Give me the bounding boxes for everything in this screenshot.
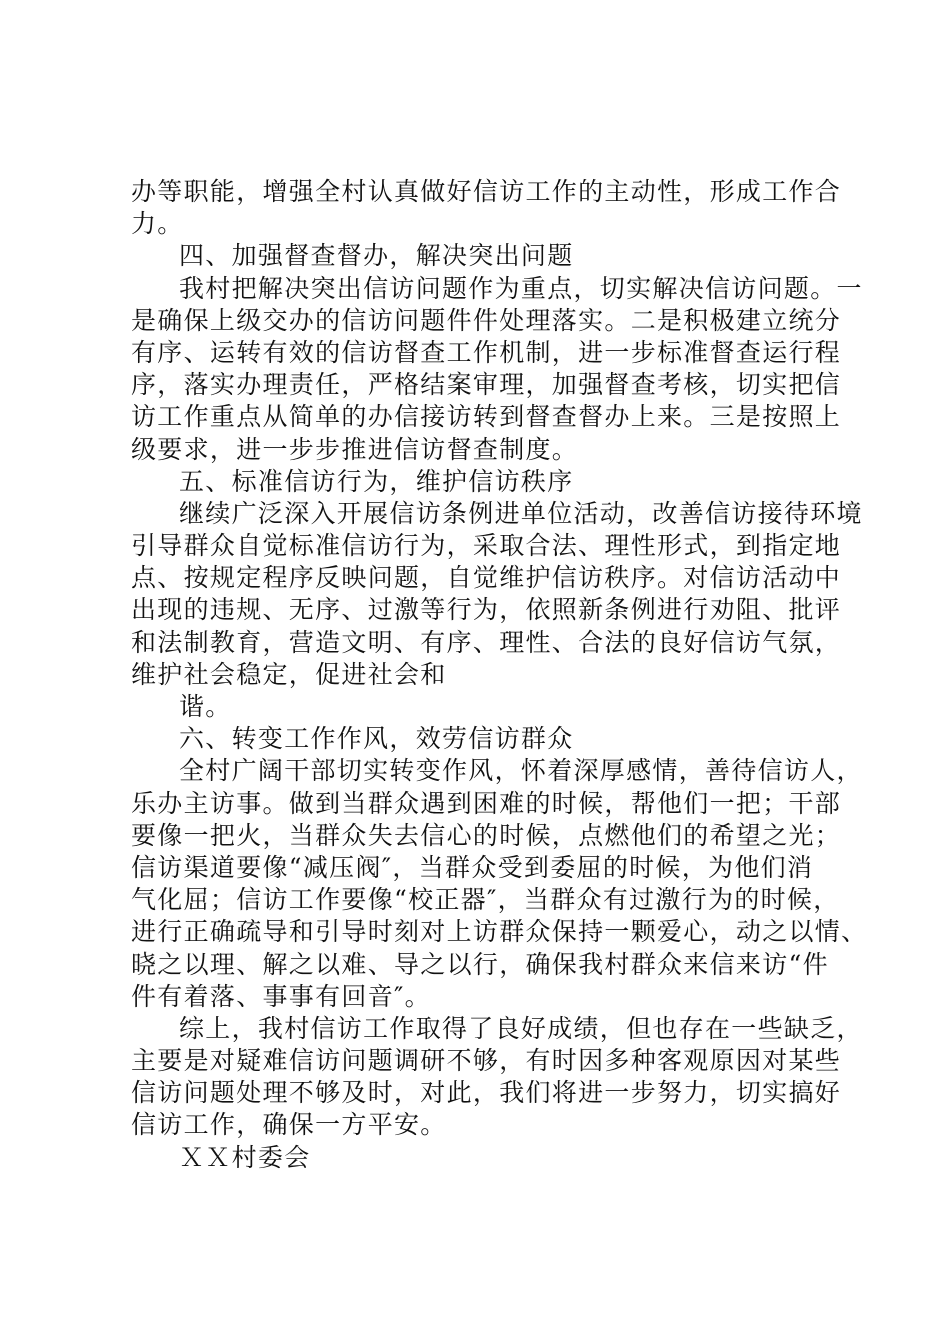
paragraph-line: 综上，我村信访工作取得了良好成绩，但也存在一些缺乏， bbox=[179, 1013, 863, 1043]
paragraph-line: 序，落实办理责任，严格结案审理，加强督查考核，切实把信 bbox=[131, 370, 842, 400]
paragraph-line: 主要是对疑难信访问题调研不够，有时因多种客观原因对某些 bbox=[131, 1046, 842, 1076]
paragraph-line: 级要求，进一步步推进信访督查制度。 bbox=[131, 434, 579, 464]
paragraph-line: 力。 bbox=[131, 209, 184, 239]
paragraph-line: 引导群众自觉标准信访行为，采取合法、理性形式，到指定地 bbox=[131, 531, 842, 561]
paragraph-line: 晓之以理、解之以难、导之以行，确保我村群众来信来访“件 bbox=[131, 949, 829, 979]
paragraph-line: 出现的违规、无序、过激等行为，依照新条例进行劝阻、批评 bbox=[131, 595, 842, 625]
paragraph-line: 全村广阔干部切实转变作风，怀着深厚感情，善待信访人， bbox=[179, 756, 863, 786]
document-body bbox=[131, 176, 868, 1174]
paragraph-line: 有序、运转有效的信访督查工作机制，进一步标准督查运行程 bbox=[131, 337, 842, 367]
section-heading: 六、转变工作作风，效劳信访群众 bbox=[179, 724, 574, 754]
paragraph-line: 点、按规定程序反映问题，自觉维护信访秩序。对信访活动中 bbox=[131, 563, 842, 593]
paragraph-line: 谐。 bbox=[179, 692, 232, 721]
paragraph-line: 件有着落、事事有回音″。 bbox=[131, 981, 431, 1011]
paragraph-line: 要像一把火，当群众失去信心的时候，点燃他们的希望之光； bbox=[131, 820, 842, 850]
paragraph-line: 办等职能，增强全村认真做好信访工作的主动性，形成工作合 bbox=[131, 177, 842, 206]
paragraph-line: 是确保上级交办的信访问题件件处理落实。二是积极建立统分 bbox=[131, 305, 842, 335]
section-heading: 四、加强督查督办，解决突出问题 bbox=[179, 241, 574, 271]
paragraph-line: 乐办主访事。做到当群众遇到困难的时候，帮他们一把；干部 bbox=[131, 788, 842, 818]
paragraph-line: 和法制教育，营造文明、有序、理性、合法的良好信访气氛， bbox=[131, 627, 842, 657]
paragraph-line: 维护社会稳定，促进社会和 bbox=[131, 659, 447, 689]
paragraph-line: 进行正确疏导和引导时刻对上访群众保持一颗爱心，动之以情、 bbox=[131, 917, 868, 947]
section-heading: 五、标准信访行为，维护信访秩序 bbox=[179, 466, 574, 496]
paragraph-line: 气化屈；信访工作要像“校正器″，当群众有过激行为的时候， bbox=[131, 885, 840, 915]
paragraph-line: 信访问题处理不够及时，对此，我们将进一步努力，切实搞好 bbox=[131, 1078, 842, 1108]
paragraph-line: 继续广泛深入开展信访条例进单位活动，改善信访接待环境 bbox=[179, 498, 863, 528]
paragraph-line: 我村把解决突出信访问题作为重点，切实解决信访问题。一 bbox=[179, 273, 863, 303]
paragraph-line: 信访工作，确保一方平安。 bbox=[131, 1110, 447, 1140]
paragraph-line: 信访渠道要像“减压阀″，当群众受到委屈的时候，为他们消 bbox=[131, 852, 814, 882]
paragraph-line: 访工作重点从简单的办信接访转到督查督办上来。三是按照上 bbox=[131, 402, 842, 432]
signature-line: ＸＸ村委会 bbox=[179, 1142, 311, 1172]
